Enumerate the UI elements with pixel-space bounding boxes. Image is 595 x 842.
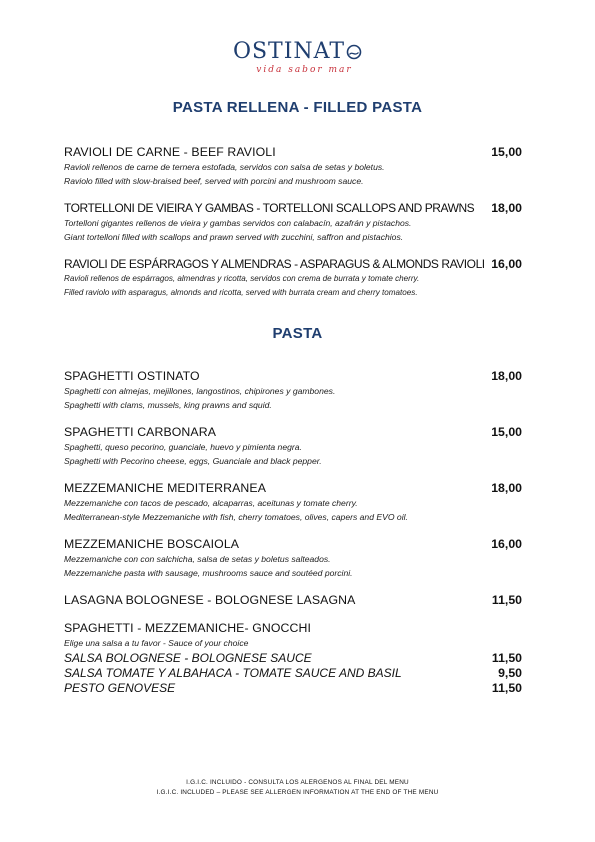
item-price: 16,00	[491, 257, 522, 271]
item-name: TORTELLONI DE VIEIRA Y GAMBAS - TORTELLONI SCALLOPS AND PRAWNS	[64, 201, 475, 215]
footer-line-en: I.G.I.C. INCLUDED – PLEASE SEE ALLERGEN INFORMATION AT THE END OF THE MENU	[156, 788, 439, 796]
menu-item	[64, 425, 522, 468]
item-price: 18,00	[491, 201, 522, 215]
item-desc-es: Spaghetti, queso pecorino, guanciale, huevo y pimienta negra.	[64, 442, 302, 452]
item-desc-es: Mezzemaniche con tacos de pescado, alcaparras, aceitunas y tomate cherry.	[64, 498, 358, 508]
wave-o-icon	[346, 44, 362, 60]
item-name: SPAGHETTI - MEZZEMANICHE- GNOCCHI	[64, 621, 311, 635]
item-price: 15,00	[491, 425, 522, 439]
item-name: LASAGNA BOLOGNESE - BOLOGNESE LASAGNA	[64, 593, 356, 607]
item-desc-en: Mediterranean-style Mezzemaniche with fish, cherry tomatoes, olives, capers and EVO oil.	[64, 512, 408, 522]
menu-item	[64, 481, 522, 524]
sauce-option	[64, 681, 522, 696]
sauce-intro: Elige una salsa a tu favor - Sauce of your choice	[64, 638, 249, 648]
sauce-name: SALSA TOMATE Y ALBAHACA - TOMATE SAUCE AND BASIL	[64, 666, 402, 680]
sauce-price: 11,50	[491, 681, 522, 695]
logo-name: OSTINAT	[232, 39, 346, 64]
item-desc-en: Raviolo filled with slow-braised beef, served with porcini and mushroom sauce.	[64, 176, 364, 186]
menu-item	[64, 201, 522, 244]
footer-note	[0, 778, 595, 797]
section-title-pasta: PASTA	[272, 325, 323, 342]
menu-item	[64, 593, 522, 607]
item-desc-es: Ravioli rellenos de carne de ternera estofada, servidos con salsa de setas y boletus.	[64, 162, 385, 172]
logo	[0, 40, 595, 75]
item-name: MEZZEMANICHE MEDITERRANEA	[64, 481, 266, 495]
menu-item	[64, 369, 522, 412]
item-price: 15,00	[491, 145, 522, 159]
item-desc-es: Mezzemaniche con con salchicha, salsa de setas y boletus salteados.	[64, 554, 331, 564]
item-name: MEZZEMANICHE BOSCAIOLA	[64, 537, 240, 551]
menu-item	[64, 537, 522, 580]
item-desc-en: Spaghetti with Pecorino cheese, eggs, Guanciale and black pepper.	[64, 456, 322, 466]
item-name: SPAGHETTI OSTINATO	[64, 369, 200, 383]
item-desc-es: Tortelloni gigantes rellenos de vieira y gambas servidos con calabacín, azafrán y pistachos.	[64, 218, 412, 228]
footer-line-es: I.G.I.C. INCLUIDO - CONSULTA LOS ALERGENOS AL FINAL DEL MENU	[186, 779, 409, 786]
sauce-choice-block	[64, 621, 522, 696]
item-desc-en: Giant tortelloni filled with scallops and prawn served with zucchini, saffron and pistachios.	[64, 232, 404, 242]
sauce-price: 11,50	[491, 651, 522, 665]
sauce-name: PESTO GENOVESE	[64, 681, 176, 695]
item-desc-en: Mezzemaniche pasta with sausage, mushrooms sauce and soutéed porcini.	[64, 568, 353, 578]
item-price: 11,50	[491, 593, 522, 607]
item-name: RAVIOLI DE ESPÁRRAGOS Y ALMENDRAS - ASPARAGUS & ALMONDS RAVIOLI	[64, 257, 485, 271]
item-desc-en: Spaghetti with clams, mussels, king prawns and squid.	[64, 400, 272, 410]
sauce-option	[64, 666, 522, 681]
item-desc-es: Spaghetti con almejas, mejillones, langostinos, chipirones y gambones.	[64, 386, 336, 396]
logo-tagline: vida sabor mar	[256, 65, 353, 75]
item-desc-es: Ravioli rellenos de espárragos, almendras y ricotta, servidos con crema de burrata y tomate cherry.	[64, 274, 420, 283]
item-desc-en: Filled raviolo with asparagus, almonds and ricotta, served with burrata cream and cherry tomatoes.	[64, 288, 418, 297]
menu-item	[64, 145, 522, 188]
item-name: RAVIOLI DE CARNE - BEEF RAVIOLI	[64, 145, 276, 159]
sauce-price: 9,50	[498, 666, 522, 680]
item-price: 18,00	[491, 369, 522, 383]
sauce-option	[64, 651, 522, 666]
menu-item	[64, 257, 522, 300]
section-title-filled-pasta: PASTA RELLENA - FILLED PASTA	[172, 99, 423, 116]
item-price: 18,00	[491, 481, 522, 495]
logo-wordmark	[233, 40, 362, 64]
item-price: 16,00	[491, 537, 522, 551]
sauce-name: SALSA BOLOGNESE - BOLOGNESE SAUCE	[64, 651, 312, 665]
item-name: SPAGHETTI CARBONARA	[64, 425, 216, 439]
